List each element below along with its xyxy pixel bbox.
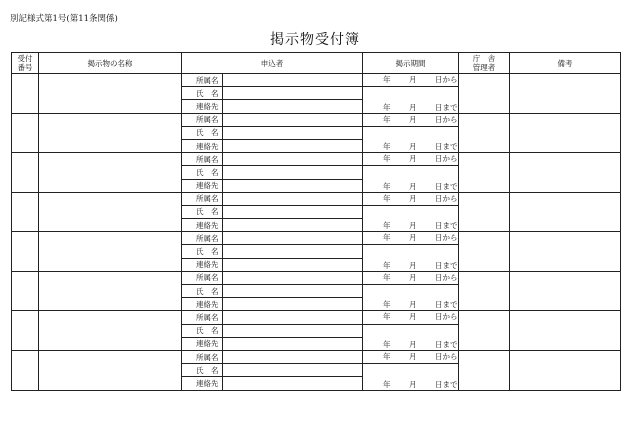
receipt-no-cell[interactable] [12, 113, 39, 153]
period-month-label: 月 [409, 260, 417, 270]
register-table [11, 52, 621, 391]
manager-cell[interactable] [459, 113, 510, 153]
period-year-label: 年 [383, 114, 391, 124]
contact-field[interactable] [223, 219, 363, 232]
name-label: 氏 名 [182, 364, 223, 377]
affiliation-field[interactable] [223, 232, 363, 245]
period-to-label: 日まで [435, 181, 458, 191]
period-start-field[interactable] [363, 350, 459, 363]
period-month-label: 月 [409, 193, 417, 203]
remarks-cell[interactable] [510, 271, 621, 311]
period-from-label: 日から [435, 193, 458, 203]
name-field[interactable] [223, 166, 363, 179]
item-name-cell[interactable] [39, 153, 182, 193]
name-label: 氏 名 [182, 324, 223, 337]
affiliation-field[interactable] [223, 74, 363, 87]
entries-body [12, 74, 621, 391]
contact-field[interactable] [223, 139, 363, 152]
item-name-cell[interactable] [39, 311, 182, 351]
period-month-label: 月 [409, 233, 417, 243]
period-month-label: 月 [409, 300, 417, 310]
period-from-label: 日から [435, 154, 458, 164]
affiliation-field[interactable] [223, 113, 363, 126]
affiliation-field[interactable] [223, 153, 363, 166]
period-from-label: 日から [435, 312, 458, 322]
entry-row [12, 311, 621, 324]
affiliation-label: 所属名 [182, 350, 223, 363]
period-start-field[interactable] [363, 232, 459, 245]
period-to-label: 日まで [435, 339, 458, 349]
affiliation-label: 所属名 [182, 153, 223, 166]
name-label: 氏 名 [182, 245, 223, 258]
remarks-cell[interactable] [510, 153, 621, 193]
period-year-label: 年 [383, 351, 391, 361]
period-start-field[interactable] [363, 192, 459, 205]
name-field[interactable] [223, 245, 363, 258]
item-name-cell[interactable] [39, 192, 182, 232]
period-year-label: 年 [383, 221, 391, 231]
receipt-no-cell[interactable] [12, 232, 39, 272]
contact-field[interactable] [223, 337, 363, 350]
contact-label: 連絡先 [182, 100, 223, 113]
period-month-label: 月 [409, 75, 417, 84]
entry-row [12, 192, 621, 205]
period-end-field[interactable] [363, 205, 459, 231]
item-name-cell[interactable] [39, 232, 182, 272]
contact-label: 連絡先 [182, 179, 223, 192]
name-label: 氏 名 [182, 166, 223, 179]
affiliation-field[interactable] [223, 311, 363, 324]
col-item-name: 掲示物の名称 [39, 53, 182, 74]
period-to-label: 日まで [435, 379, 458, 389]
remarks-cell[interactable] [510, 74, 621, 114]
manager-cell[interactable] [459, 192, 510, 232]
col-applicant: 申込者 [182, 53, 363, 74]
period-year-label: 年 [383, 339, 391, 349]
period-end-field[interactable] [363, 126, 459, 152]
manager-cell[interactable] [459, 271, 510, 311]
name-field[interactable] [223, 324, 363, 337]
affiliation-field[interactable] [223, 350, 363, 363]
period-to-label: 日まで [435, 102, 458, 112]
col-remarks: 備考 [510, 53, 621, 74]
period-year-label: 年 [383, 379, 391, 389]
remarks-cell[interactable] [510, 311, 621, 351]
period-from-label: 日から [435, 75, 458, 84]
contact-label: 連絡先 [182, 298, 223, 311]
name-field[interactable] [223, 126, 363, 139]
period-to-label: 日まで [435, 260, 458, 270]
period-year-label: 年 [383, 272, 391, 282]
period-start-field[interactable] [363, 271, 459, 284]
contact-label: 連絡先 [182, 377, 223, 390]
period-year-label: 年 [383, 75, 391, 84]
period-from-label: 日から [435, 114, 458, 124]
receipt-no-cell[interactable] [12, 311, 39, 351]
period-from-label: 日から [435, 233, 458, 243]
period-end-field[interactable] [363, 285, 459, 311]
period-start-field[interactable] [363, 113, 459, 126]
period-year-label: 年 [383, 181, 391, 191]
header-row [12, 53, 621, 74]
period-to-label: 日まで [435, 221, 458, 231]
item-name-cell[interactable] [39, 350, 182, 390]
period-month-label: 月 [409, 272, 417, 282]
period-start-field[interactable] [363, 311, 459, 324]
item-name-cell[interactable] [39, 113, 182, 153]
period-end-field[interactable] [363, 324, 459, 350]
name-field[interactable] [223, 285, 363, 298]
contact-field[interactable] [223, 298, 363, 311]
period-year-label: 年 [383, 300, 391, 310]
name-field[interactable] [223, 205, 363, 218]
affiliation-label: 所属名 [182, 271, 223, 284]
page-title: 掲示物受付簿 [270, 32, 360, 48]
period-end-field[interactable] [363, 245, 459, 271]
manager-cell[interactable] [459, 232, 510, 272]
period-month-label: 月 [409, 154, 417, 164]
item-name-cell[interactable] [39, 271, 182, 311]
name-label: 氏 名 [182, 205, 223, 218]
receipt-no-cell[interactable] [12, 74, 39, 114]
period-month-label: 月 [409, 114, 417, 124]
affiliation-label: 所属名 [182, 311, 223, 324]
period-year-label: 年 [383, 233, 391, 243]
receipt-no-cell[interactable] [12, 192, 39, 232]
period-start-field[interactable] [363, 74, 459, 87]
contact-label: 連絡先 [182, 219, 223, 232]
entry-row [12, 232, 621, 245]
manager-cell[interactable] [459, 74, 510, 114]
remarks-cell[interactable] [510, 232, 621, 272]
affiliation-label: 所属名 [182, 74, 223, 87]
period-year-label: 年 [383, 102, 391, 112]
affiliation-field[interactable] [223, 271, 363, 284]
manager-cell[interactable] [459, 311, 510, 351]
period-end-field[interactable] [363, 166, 459, 192]
period-month-label: 月 [409, 142, 417, 152]
manager-cell[interactable] [459, 350, 510, 390]
name-field[interactable] [223, 364, 363, 377]
period-month-label: 月 [409, 379, 417, 389]
period-year-label: 年 [383, 193, 391, 203]
remarks-cell[interactable] [510, 192, 621, 232]
entry-row [12, 153, 621, 166]
remarks-cell[interactable] [510, 113, 621, 153]
period-year-label: 年 [383, 142, 391, 152]
name-label: 氏 名 [182, 126, 223, 139]
period-month-label: 月 [409, 221, 417, 231]
period-month-label: 月 [409, 351, 417, 361]
manager-cell[interactable] [459, 153, 510, 193]
period-to-label: 日まで [435, 142, 458, 152]
contact-field[interactable] [223, 100, 363, 113]
period-year-label: 年 [383, 312, 391, 322]
contact-label: 連絡先 [182, 139, 223, 152]
period-to-label: 日まで [435, 300, 458, 310]
receipt-no-cell[interactable] [12, 153, 39, 193]
contact-label: 連絡先 [182, 337, 223, 350]
contact-field[interactable] [223, 179, 363, 192]
name-label: 氏 名 [182, 87, 223, 100]
col-manager: 庁 舎 管理者 [459, 53, 510, 74]
affiliation-label: 所属名 [182, 192, 223, 205]
affiliation-label: 所属名 [182, 232, 223, 245]
name-field[interactable] [223, 87, 363, 100]
contact-field[interactable] [223, 258, 363, 271]
period-month-label: 月 [409, 339, 417, 349]
entry-row [12, 74, 621, 87]
entry-row [12, 350, 621, 363]
period-start-field[interactable] [363, 153, 459, 166]
period-year-label: 年 [383, 154, 391, 164]
period-end-field[interactable] [363, 87, 459, 113]
entry-row [12, 113, 621, 126]
period-month-label: 月 [409, 102, 417, 112]
name-label: 氏 名 [182, 285, 223, 298]
remarks-cell[interactable] [510, 350, 621, 390]
period-month-label: 月 [409, 181, 417, 191]
contact-field[interactable] [223, 377, 363, 390]
period-year-label: 年 [383, 260, 391, 270]
period-from-label: 日から [435, 351, 458, 361]
period-end-field[interactable] [363, 364, 459, 390]
period-from-label: 日から [435, 272, 458, 282]
period-month-label: 月 [409, 312, 417, 322]
affiliation-field[interactable] [223, 192, 363, 205]
item-name-cell[interactable] [39, 74, 182, 114]
entry-row [12, 271, 621, 284]
contact-label: 連絡先 [182, 258, 223, 271]
affiliation-label: 所属名 [182, 113, 223, 126]
receipt-no-cell[interactable] [12, 350, 39, 390]
form-number-note: 別記様式第1号(第11条関係) [10, 14, 118, 24]
receipt-no-cell[interactable] [12, 271, 39, 311]
col-receipt-no: 受付 番号 [12, 53, 39, 74]
col-period: 掲示期間 [363, 53, 459, 74]
